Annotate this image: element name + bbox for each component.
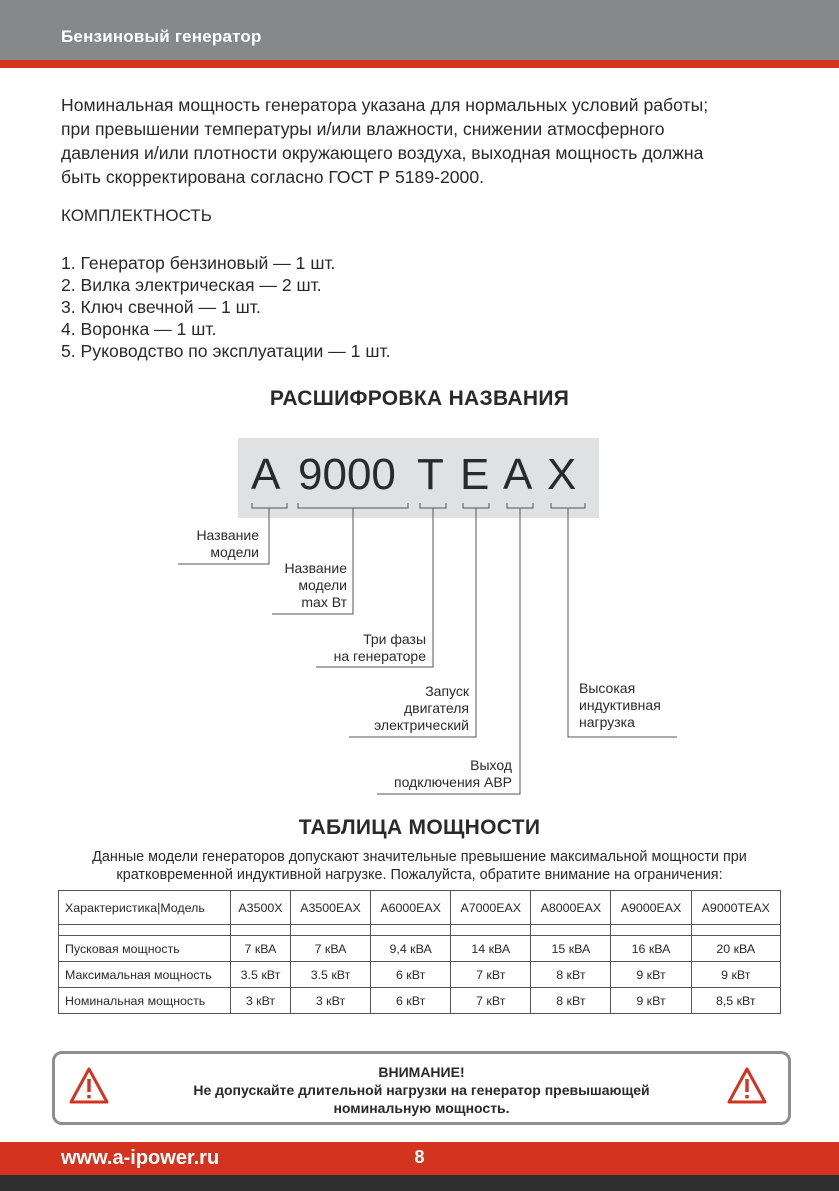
table-header-cell: A3500X xyxy=(231,891,291,925)
table-cell: 3 кВт xyxy=(231,988,291,1014)
table-cell: 7 кВА xyxy=(290,936,370,962)
header-accent-stripe xyxy=(0,60,839,68)
table-cell: 15 кВА xyxy=(531,936,611,962)
warning-text xyxy=(55,1063,788,1117)
table-cell: Номинальная мощность xyxy=(59,988,231,1014)
table-cell: 8 кВт xyxy=(531,962,611,988)
table-cell: 8 кВт xyxy=(531,988,611,1014)
kit-list xyxy=(61,252,390,362)
table-cell: 3.5 кВт xyxy=(231,962,291,988)
code-part-phase: T xyxy=(417,450,444,499)
table-row xyxy=(59,962,781,988)
header-title: Бензиновый генератор xyxy=(61,27,262,46)
table-cell: 20 кВА xyxy=(691,936,780,962)
intro-line: при превышении температуры и/или влажности, снижении атмосферного xyxy=(61,119,665,139)
list-item: 5. Руководство по эксплуатации — 1 шт. xyxy=(61,341,391,361)
table-header-cell: A9000EAX xyxy=(611,891,691,925)
table-header-cell: A8000EAX xyxy=(531,891,611,925)
table-header-cell: A3500EAX xyxy=(290,891,370,925)
table-cell: 9 кВт xyxy=(691,962,780,988)
list-item: 4. Воронка — 1 шт. xyxy=(61,319,217,339)
intro-paragraph xyxy=(61,93,801,189)
code-part-model: A xyxy=(251,450,281,499)
warning-line: номинальную мощность. xyxy=(333,1100,510,1116)
table-cell: 6 кВт xyxy=(371,988,451,1014)
table-cell: 3 кВт xyxy=(290,988,370,1014)
table-cell: Максимальная мощность xyxy=(59,962,231,988)
table-header-cell: A7000EAX xyxy=(451,891,531,925)
table-cell: 9 кВт xyxy=(611,988,691,1014)
intro-line: Номинальная мощность генератора указана для нормальных условий работы; xyxy=(61,95,709,115)
table-cell: 9,4 кВА xyxy=(371,936,451,962)
label-electric-start: Запуск двигателя электрический xyxy=(374,683,469,733)
power-table-title: ТАБЛИЦА МОЩНОСТИ xyxy=(298,816,541,839)
table-row xyxy=(59,988,781,1014)
table-row xyxy=(59,936,781,962)
table-header-row xyxy=(59,891,781,925)
table-cell: 6 кВт xyxy=(371,962,451,988)
kit-title: КОМПЛЕКТНОСТЬ xyxy=(61,206,212,225)
footer-dark-strip xyxy=(0,1175,839,1191)
label-ats-output: Выход подключения АВР xyxy=(394,757,512,790)
intro-line: давления и/или плотности окружающего воздуха, выходная мощность должна xyxy=(61,143,704,163)
table-cell: Пусковая мощность xyxy=(59,936,231,962)
power-table xyxy=(58,890,781,1014)
code-part-start: E xyxy=(460,450,490,499)
table-header-cell: A6000EAX xyxy=(371,891,451,925)
list-item: 1. Генератор бензиновый — 1 шт. xyxy=(61,253,336,273)
table-cell: 8,5 кВт xyxy=(691,988,780,1014)
label-inductive-load: Высокая индуктивная нагрузка xyxy=(579,680,661,730)
intro-line: быть скорректирована согласно ГОСТ Р 5189-2000. xyxy=(61,167,485,187)
decode-title: РАСШИФРОВКА НАЗВАНИЯ xyxy=(269,387,570,410)
warning-box xyxy=(52,1051,791,1125)
table-gap-row xyxy=(59,925,781,936)
table-cell: 16 кВА xyxy=(611,936,691,962)
code-part-power: 9000 xyxy=(298,450,396,499)
footer-url-link[interactable]: www.a-ipower.ru xyxy=(61,1147,220,1169)
table-cell: 3.5 кВт xyxy=(290,962,370,988)
page-header xyxy=(0,0,839,60)
code-part-ats: A xyxy=(503,450,533,499)
code-part-inductive: X xyxy=(547,450,577,499)
table-cell: 7 кВА xyxy=(231,936,291,962)
table-cell: 7 кВт xyxy=(451,988,531,1014)
label-model-power: Название модели max Вт xyxy=(284,560,347,610)
label-model-name: Название модели xyxy=(196,527,259,560)
power-table-description: Данные модели генераторов допускают значительные превышение максимальной мощности при кратковременной индуктивной нагрузке. Пожалуйста, обратите внимание на ограничения: xyxy=(92,849,747,883)
list-item: 2. Вилка электрическая — 2 шт. xyxy=(61,275,322,295)
table-cell: 14 кВА xyxy=(451,936,531,962)
page-number: 8 xyxy=(414,1147,425,1167)
table-cell: 9 кВт xyxy=(611,962,691,988)
table-header-cell: Характеристика|Модель xyxy=(59,891,231,925)
warning-triangle-icon xyxy=(727,1066,767,1106)
table-header-cell: A9000TEAX xyxy=(691,891,780,925)
list-item: 3. Ключ свечной — 1 шт. xyxy=(61,297,261,317)
label-three-phase: Три фазы на генераторе xyxy=(333,631,426,664)
warning-line: Не допускайте длительной нагрузки на генератор превышающей xyxy=(193,1082,650,1098)
warning-title: ВНИМАНИЕ! xyxy=(378,1064,465,1080)
table-cell: 7 кВт xyxy=(451,962,531,988)
page-footer xyxy=(0,1142,839,1175)
